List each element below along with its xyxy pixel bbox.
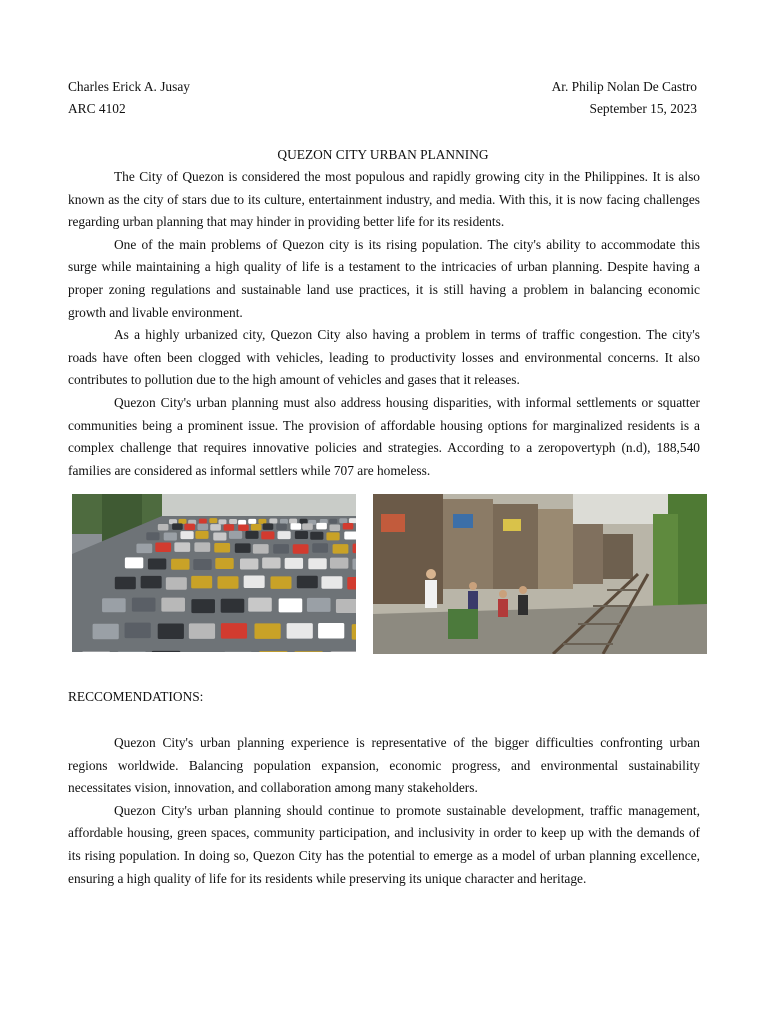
car-shape bbox=[141, 576, 162, 589]
car-shape bbox=[258, 519, 266, 524]
recommendations-section bbox=[68, 732, 700, 890]
car-shape bbox=[158, 624, 184, 640]
car-shape bbox=[321, 576, 342, 589]
car-shape bbox=[125, 623, 151, 639]
car-shape bbox=[245, 531, 258, 539]
car-shape bbox=[333, 544, 349, 554]
header-right bbox=[552, 76, 697, 120]
traffic-photo-icon bbox=[72, 494, 356, 652]
car-shape bbox=[158, 524, 169, 531]
car-shape bbox=[229, 531, 242, 539]
car-shape bbox=[136, 544, 152, 554]
car-shape bbox=[194, 542, 210, 552]
car-shape bbox=[195, 531, 208, 539]
recommendation-paragraph: Quezon City's urban planning experience is representative of the bigger difficulties confronting urban regions worldwide. Balancing population expansion, economic progress, and environmental sustainability necessitates vision, innovation, and collaboration among many stakeholders. bbox=[68, 735, 700, 796]
course-code: ARC 4102 bbox=[68, 101, 126, 116]
car-shape bbox=[352, 559, 356, 570]
car-shape bbox=[235, 543, 251, 553]
car-shape bbox=[308, 558, 326, 569]
car-shape bbox=[330, 558, 348, 569]
car-shape bbox=[213, 532, 226, 540]
car-shape bbox=[349, 518, 356, 523]
car-shape bbox=[316, 523, 327, 530]
car-shape bbox=[347, 577, 356, 590]
informal-settlement-photo-icon bbox=[373, 494, 707, 654]
car-shape bbox=[285, 558, 303, 569]
car-shape bbox=[259, 651, 288, 652]
car-shape bbox=[189, 623, 215, 639]
car-shape bbox=[229, 519, 237, 524]
recommendations-heading: RECCOMENDATIONS: bbox=[68, 689, 204, 704]
car-shape bbox=[307, 598, 331, 612]
car-shape bbox=[254, 623, 280, 639]
car-shape bbox=[155, 542, 171, 552]
instructor-name: Ar. Philip Nolan De Castro bbox=[551, 79, 697, 94]
car-shape bbox=[312, 543, 328, 553]
document-date: September 15, 2023 bbox=[589, 101, 697, 116]
car-shape bbox=[221, 599, 245, 613]
car-shape bbox=[166, 577, 187, 590]
intro-paragraph: Quezon City's urban planning must also address housing disparities, with informal settlements or squatter communities being a prominent issue. The provision of affordable housing options for marginalized residents is a complex challenge that requires innovative policies and strategies. According to a zeropovertyph (n.d), 188,540 families are considered as informal settlers while 707 are homeless. bbox=[68, 394, 700, 478]
car-shape bbox=[289, 519, 297, 524]
car-shape bbox=[199, 519, 207, 524]
car-shape bbox=[248, 598, 272, 612]
car-shape bbox=[224, 524, 235, 531]
car-shape bbox=[253, 544, 269, 554]
header-left bbox=[68, 76, 190, 120]
car-shape bbox=[297, 576, 318, 589]
car-shape bbox=[244, 576, 265, 589]
car-shape bbox=[310, 532, 323, 540]
car-shape bbox=[240, 559, 258, 570]
car-shape bbox=[191, 599, 215, 613]
car-shape bbox=[198, 524, 209, 531]
car-shape bbox=[336, 599, 356, 613]
car-shape bbox=[214, 543, 230, 553]
recommendation-paragraph: Quezon City's urban planning should continue to promote sustainable development, traffic management, affordable housing, green spaces, community participation, and inclusivity in order to keep up with the demands of its rising population. In doing so, Quezon City has the potential to emerge as a model of urban planning excellence, ensuring a high quality of life for its residents while preserving its unique character and heritage. bbox=[68, 802, 700, 886]
car-shape bbox=[171, 559, 189, 570]
car-shape bbox=[330, 524, 341, 531]
intro-section bbox=[68, 166, 700, 482]
car-shape bbox=[290, 523, 301, 530]
car-shape bbox=[287, 623, 313, 639]
car-shape bbox=[339, 518, 347, 523]
intro-paragraph: One of the main problems of Quezon city is its rising population. The city's ability to accommodate this surge while maintaining a high quality of life is a testament to the intricacies of urban planning. Despite having a proper zoning regulations and sustainable land use practices, it is still having a problem in balancing economic growth and livable environment. bbox=[68, 236, 700, 320]
car-shape bbox=[152, 651, 181, 652]
car-shape bbox=[132, 598, 156, 612]
document-title: QUEZON CITY URBAN PLANNING bbox=[277, 147, 489, 162]
car-shape bbox=[209, 518, 217, 523]
car-shape bbox=[146, 532, 159, 540]
car-shape bbox=[102, 598, 126, 612]
car-shape bbox=[172, 523, 183, 530]
car-shape bbox=[178, 519, 186, 524]
car-shape bbox=[93, 624, 119, 640]
car-shape bbox=[184, 524, 195, 531]
car-shape bbox=[251, 524, 262, 531]
car-shape bbox=[193, 559, 211, 570]
car-shape bbox=[115, 577, 136, 590]
car-shape bbox=[161, 598, 185, 612]
car-shape bbox=[238, 520, 246, 525]
intro-paragraph: The City of Quezon is considered the most populous and rapidly growing city in the Philippines. It is also known as the city of stars due to its culture, entertainment industry, and media. With this, it is now facing challenges regarding urban planning that may hinder in providing better life for its residents. bbox=[68, 169, 700, 230]
car-shape bbox=[326, 532, 339, 540]
car-shape bbox=[164, 533, 177, 541]
car-shape bbox=[330, 651, 356, 652]
car-shape bbox=[215, 558, 233, 569]
car-shape bbox=[277, 531, 290, 539]
car-shape bbox=[300, 519, 308, 524]
car-shape bbox=[329, 519, 337, 524]
car-shape bbox=[174, 542, 190, 552]
car-shape bbox=[218, 576, 239, 589]
car-shape bbox=[191, 576, 212, 589]
car-shape bbox=[344, 531, 356, 539]
traffic-photo bbox=[72, 494, 356, 652]
car-shape bbox=[273, 544, 289, 554]
car-shape bbox=[269, 519, 277, 524]
car-shape bbox=[280, 519, 288, 524]
car-shape bbox=[343, 523, 354, 530]
car-shape bbox=[238, 525, 249, 532]
car-shape bbox=[125, 557, 143, 568]
car-shape bbox=[318, 623, 344, 639]
car-shape bbox=[302, 523, 313, 530]
informal-settlement-photo bbox=[373, 494, 707, 654]
car-shape bbox=[248, 519, 256, 524]
car-shape bbox=[263, 523, 274, 530]
car-shape bbox=[221, 623, 247, 639]
car-shape bbox=[353, 544, 356, 554]
car-shape bbox=[279, 598, 303, 612]
car-shape bbox=[270, 576, 291, 589]
car-shape bbox=[293, 544, 309, 554]
car-shape bbox=[180, 531, 193, 539]
car-shape bbox=[276, 523, 287, 530]
car-shape bbox=[117, 651, 146, 652]
author-name: Charles Erick A. Jusay bbox=[68, 79, 190, 94]
car-shape bbox=[218, 519, 226, 524]
car-shape bbox=[210, 524, 221, 531]
car-shape bbox=[294, 651, 323, 652]
car-shape bbox=[148, 559, 166, 570]
car-shape bbox=[262, 558, 280, 569]
car-shape bbox=[352, 624, 356, 640]
car-shape bbox=[295, 531, 308, 539]
intro-paragraph: As a highly urbanized city, Quezon City also having a problem in terms of traffic congestion. The city's roads have often been clogged with vehicles, leading to productivity losses and environmental concerns. It also contributes to pollution due to the high amount of vehicles and gases that it releases. bbox=[68, 327, 700, 388]
car-shape bbox=[261, 531, 274, 539]
